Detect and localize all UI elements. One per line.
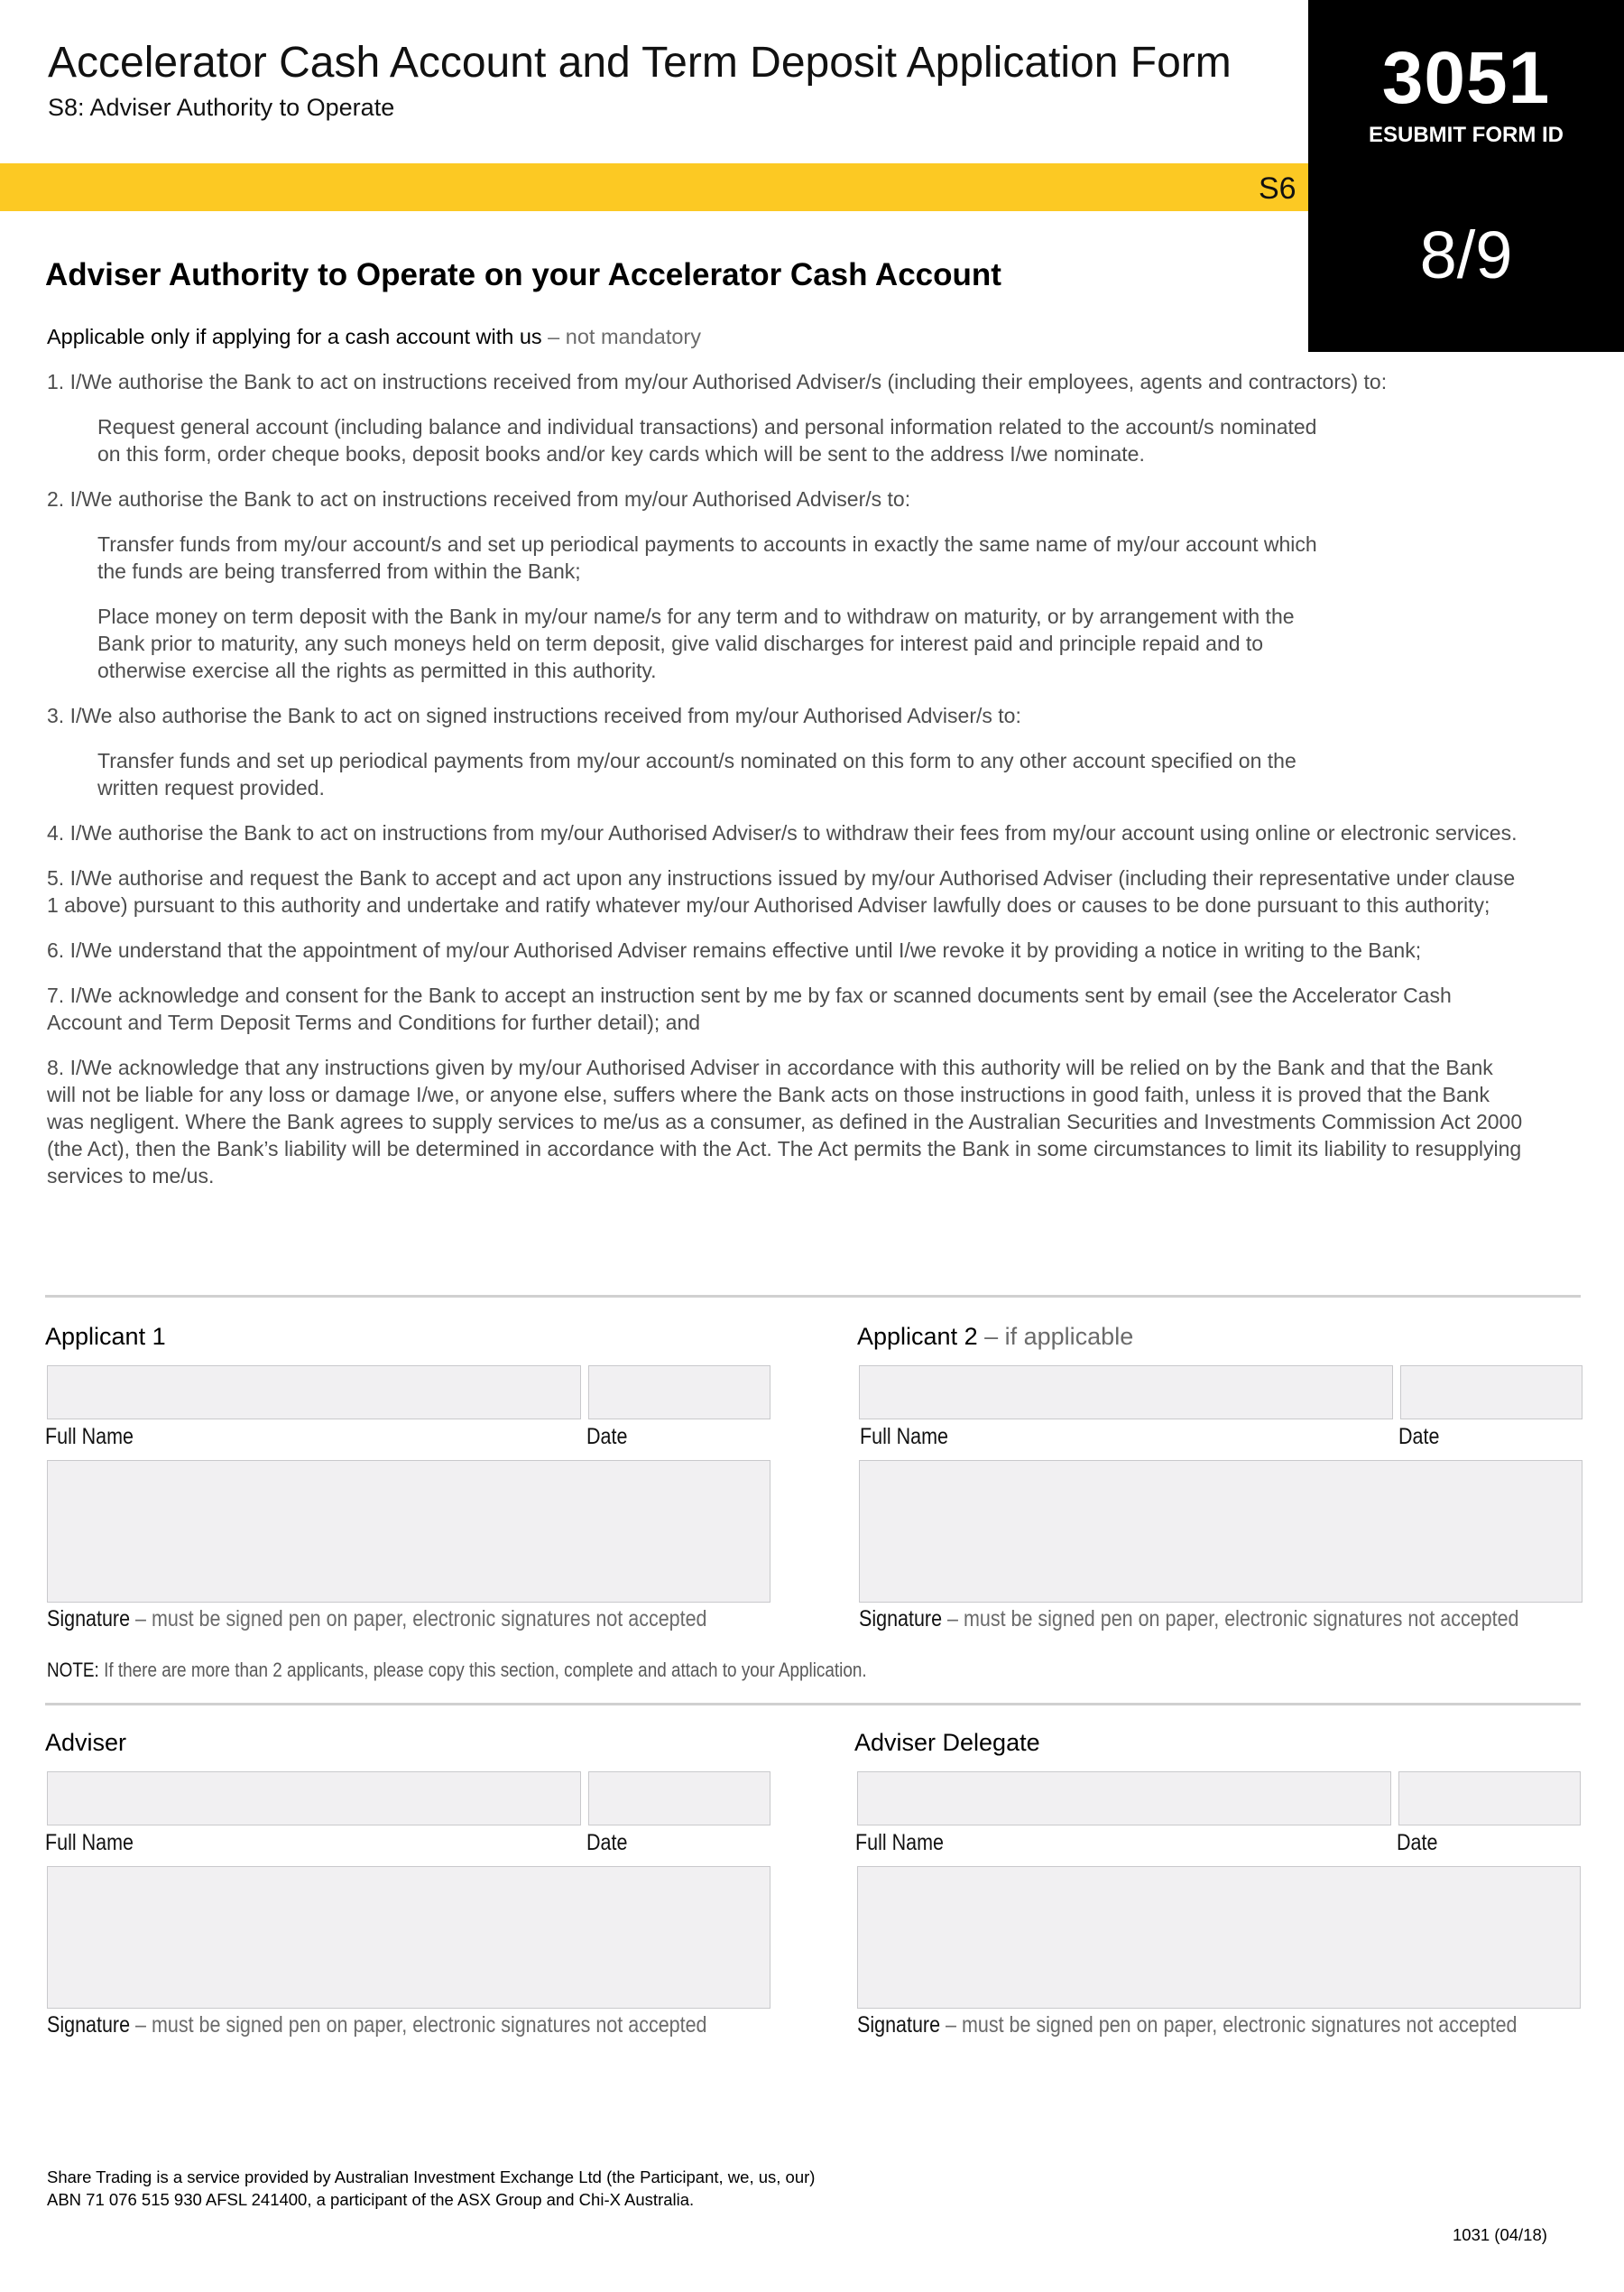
clause-5: 5. I/We authorise and request the Bank to accept and act upon any instructions issued by my/our Authorised Adviser (including their representative under clause 1 above) pursuant to this authority and undertake and ratify whatever my/our Authorised Adviser lawfully does or causes to be done pursuant to this authority; <box>47 866 1516 917</box>
section-code: S6 <box>1259 171 1296 206</box>
signature-note: – must be signed pen on paper, electronic signatures not accepted <box>942 1606 1519 1631</box>
full-name-label: Full Name <box>860 1424 948 1449</box>
applicant-1-title: Applicant 1 <box>45 1323 166 1350</box>
adviser-delegate-title: Adviser Delegate <box>854 1729 1040 1756</box>
section-heading: Adviser Authority to Operate on your Accelerator Cash Account <box>45 257 1001 292</box>
applicants-note <box>47 1659 867 1682</box>
footer-line-1: Share Trading is a service provided by Australian Investment Exchange Ltd (the Participant, we, us, our) <box>47 2167 816 2186</box>
signature-label <box>47 2012 706 2038</box>
clause-3-detail: Transfer funds and set up periodical payments from my/our account/s nominated on this form to any other account specified on the written request provided. <box>97 749 1296 799</box>
signature-label <box>859 1606 1518 1632</box>
form-title: Accelerator Cash Account and Term Deposit Application Form <box>48 39 1232 87</box>
signature-note: – must be signed pen on paper, electronic signatures not accepted <box>130 1606 707 1631</box>
form-id: 3051 <box>1381 37 1551 119</box>
applicant-2-full-name-field[interactable] <box>859 1365 1393 1419</box>
authority-clauses <box>47 368 1527 1207</box>
delegate-full-name-field[interactable] <box>857 1771 1391 1825</box>
clause-6: 6. I/We understand that the appointment of my/our Authorised Adviser remains effective until I/we revoke it by providing a notice in writing to the Bank; <box>47 938 1422 962</box>
footer-disclosure <box>47 2166 815 2211</box>
applicability-lead: Applicable only if applying for a cash account with us <box>47 325 542 348</box>
date-label: Date <box>1397 1830 1438 1855</box>
adviser-title: Adviser <box>45 1729 127 1756</box>
adviser-date-field[interactable] <box>588 1771 770 1825</box>
applicant-2-signature-field[interactable] <box>859 1460 1582 1603</box>
page-number: 8/9 <box>1419 217 1513 292</box>
form-reference: 1031 (04/18) <box>1453 2225 1547 2244</box>
note-text: If there are more than 2 applicants, please copy this section, complete and attach to your Application. <box>98 1659 867 1681</box>
clause-2: 2. I/We authorise the Bank to act on instructions received from my/our Authorised Adviser/s to: <box>47 487 911 511</box>
signature-label-text: Signature <box>857 2012 941 2038</box>
delegate-date-field[interactable] <box>1398 1771 1581 1825</box>
form-id-label: ESUBMIT FORM ID <box>1369 123 1564 147</box>
clause-1: 1. I/We authorise the Bank to act on instructions received from my/our Authorised Adviser/s (including their employees, agents and contractors) to: <box>47 370 1388 393</box>
applicability-muted: – not mandatory <box>541 325 702 348</box>
signature-label-text: Signature <box>859 1606 943 1631</box>
clause-7: 7. I/We acknowledge and consent for the Bank to accept an instruction sent by me by fax or scanned documents sent by email (see the Accelerator Cash Account and Term Deposit Terms and Conditions for further detail); and <box>47 984 1452 1034</box>
applicant-2-suffix: – if applicable <box>977 1323 1134 1350</box>
date-label: Date <box>586 1424 628 1449</box>
signature-label <box>47 1606 706 1632</box>
applicant-2-title-text: Applicant 2 <box>857 1323 978 1350</box>
signature-note: – must be signed pen on paper, electronic signatures not accepted <box>130 2012 707 2038</box>
signature-label <box>857 2012 1517 2038</box>
footer-line-2: ABN 71 076 515 930 AFSL 241400, a participant of the ASX Group and Chi-X Australia. <box>47 2190 695 2209</box>
adviser-signature-field[interactable] <box>47 1866 770 2009</box>
note-prefix: NOTE: <box>47 1659 99 1681</box>
applicant-2-title <box>857 1323 1133 1351</box>
applicant-2-date-field[interactable] <box>1400 1365 1582 1419</box>
applicant-1-full-name-field[interactable] <box>47 1365 581 1419</box>
divider <box>45 1295 1581 1298</box>
applicant-1-date-field[interactable] <box>588 1365 770 1419</box>
applicant-1-signature-field[interactable] <box>47 1460 770 1603</box>
divider <box>45 1703 1581 1705</box>
date-label: Date <box>586 1830 628 1855</box>
clause-4: 4. I/We authorise the Bank to act on instructions from my/our Authorised Adviser/s to withdraw their fees from my/our account using online or electronic services. <box>47 821 1518 845</box>
full-name-label: Full Name <box>855 1830 944 1855</box>
clause-8: 8. I/We acknowledge that any instructions given by my/our Authorised Adviser in accordance with this authority will be relied on by the Bank and that the Bank will not be liable for any loss or damage I/we, or anyone else, suffers where the Bank acts on those instructions in good faith, unless it is proved that the Bank was negligent. Where the Bank agrees to supply services to me/us as a consumer, as defined in the Australian Securities and Investments Commission Act 2000 (the Act), then the Bank’s liability will be determined in accordance with the Act. The Act permits the Bank in some circumstances to limit its liability to resupplying services to me/us. <box>47 1056 1523 1188</box>
adviser-full-name-field[interactable] <box>47 1771 581 1825</box>
signature-label-text: Signature <box>47 2012 131 2038</box>
full-name-label: Full Name <box>45 1424 134 1449</box>
signature-label-text: Signature <box>47 1606 131 1631</box>
signature-note: – must be signed pen on paper, electronic signatures not accepted <box>940 2012 1518 2038</box>
clause-1-detail: Request general account (including balance and individual transactions) and personal information related to the account/s nominated on this form, order cheque books, deposit books and/or key cards which will be sent to the address I/we nominate. <box>97 415 1317 466</box>
full-name-label: Full Name <box>45 1830 134 1855</box>
applicability-note <box>47 325 701 349</box>
form-subtitle: S8: Adviser Authority to Operate <box>48 94 395 121</box>
clause-3: 3. I/We also authorise the Bank to act on signed instructions received from my/our Authorised Adviser/s to: <box>47 704 1021 727</box>
clause-2-detail-b: Place money on term deposit with the Bank in my/our name/s for any term and to withdraw on maturity, or by arrangement with the Bank prior to maturity, any such moneys held on term deposit, give valid discharges for interest paid and principle repaid and to otherwise exercise all the rights as permitted in this authority. <box>97 605 1295 682</box>
delegate-signature-field[interactable] <box>857 1866 1581 2009</box>
date-label: Date <box>1398 1424 1440 1449</box>
clause-2-detail-a: Transfer funds from my/our account/s and set up periodical payments to accounts in exactly the same name of my/our account which the funds are being transferred from within the Bank; <box>97 532 1317 583</box>
